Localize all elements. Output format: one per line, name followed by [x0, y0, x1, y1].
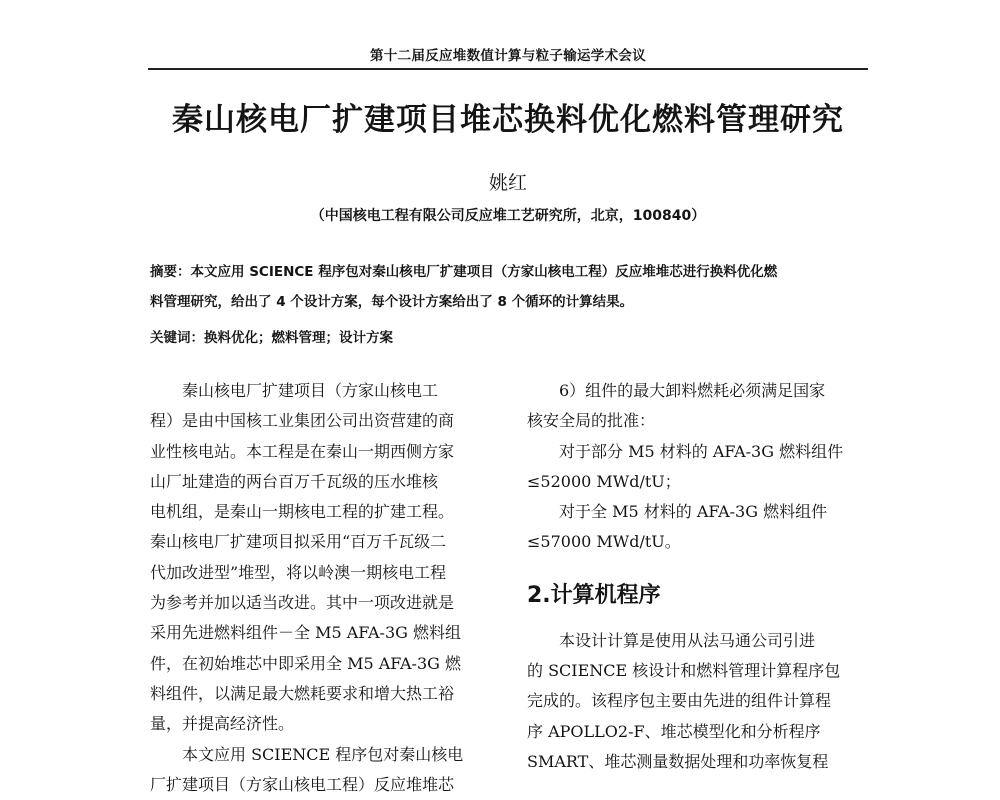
left-column [150, 376, 492, 800]
body-line: 对于全 M5 材料的 AFA-3G 燃料组件 [559, 502, 828, 522]
keywords: 关键词：换料优化；燃料管理；设计方案 [150, 330, 393, 346]
abstract-line: 摘要：本文应用 SCIENCE 程序包对秦山核电厂扩建项目（方家山核电工程）反应堆堆芯进行换料优化燃 [150, 264, 778, 280]
body-line: 料组件，以满足最大燃耗要求和增大热工裕 [150, 683, 455, 703]
body-line: 件，在初始堆芯中即采用全 M5 AFA-3G 燃 [150, 653, 462, 673]
body-line: 的 SCIENCE 核设计和燃料管理计算程序包 [527, 661, 841, 681]
body-line: 电机组，是秦山一期核电工程的扩建工程。 [150, 502, 455, 522]
author-affiliation: （中国核电工程有限公司反应堆工艺研究所，北京，100840） [310, 208, 706, 224]
body-line: 量，并提高经济性。 [150, 714, 295, 734]
abstract-line: 料管理研究，给出了 4 个设计方案，每个设计方案给出了 8 个循环的计算结果。 [150, 294, 634, 311]
body-line: 山厂址建造的两台百万千瓦级的压水堆核 [150, 471, 439, 491]
body-line: 秦山核电厂扩建项目拟采用“百万千瓦级二 [150, 532, 447, 552]
body-line: 秦山核电厂扩建项目（方家山核电工 [182, 381, 439, 400]
body-line: 6）组件的最大卸料燃耗必须满足国家 [559, 381, 826, 400]
body-line: 为参考并加以适当改进。其中一项改进就是 [150, 593, 455, 613]
paper-title: 秦山核电厂扩建项目堆芯换料优化燃料管理研究 [172, 102, 844, 138]
running-header: 第十二届反应堆数值计算与粒子输运学术会议 [370, 48, 646, 64]
body-line: 核安全局的批准： [527, 411, 656, 431]
body-line: 采用先进燃料组件－全 M5 AFA-3G 燃料组 [150, 623, 462, 643]
body-line: ≤52000 MWd/tU； [527, 471, 681, 491]
header-rule [148, 68, 868, 70]
right-column [527, 376, 869, 777]
body-line: 本设计计算是使用从法马通公司引进 [559, 630, 816, 650]
body-line: 完成的。该程序包主要由先进的组件计算程 [527, 691, 832, 711]
body-line: 序 APOLLO2-F、堆芯模型化和分析程序 [527, 721, 821, 741]
body-line: ≤57000 MWd/tU。 [527, 532, 681, 552]
author-name: 姚红 [488, 172, 527, 194]
body-line: 业性核电站。本工程是在秦山一期西侧方家 [150, 441, 455, 461]
body-line: 程）是由中国核工业集团公司出资营建的商 [150, 411, 455, 431]
body-line: 代加改进型”堆型，将以岭澳一期核电工程 [150, 562, 447, 582]
abstract [150, 258, 868, 319]
body-line: 厂扩建项目（方家山核电工程）反应堆堆芯 [150, 774, 455, 794]
body-line: 本文应用 SCIENCE 程序包对秦山核电 [182, 744, 464, 764]
body-line: 对于部分 M5 材料的 AFA-3G 燃料组件 [559, 441, 844, 461]
body-line: SMART、堆芯测量数据处理和功率恢复程 [527, 751, 829, 771]
section-heading: 2.计算机程序 [527, 582, 661, 608]
